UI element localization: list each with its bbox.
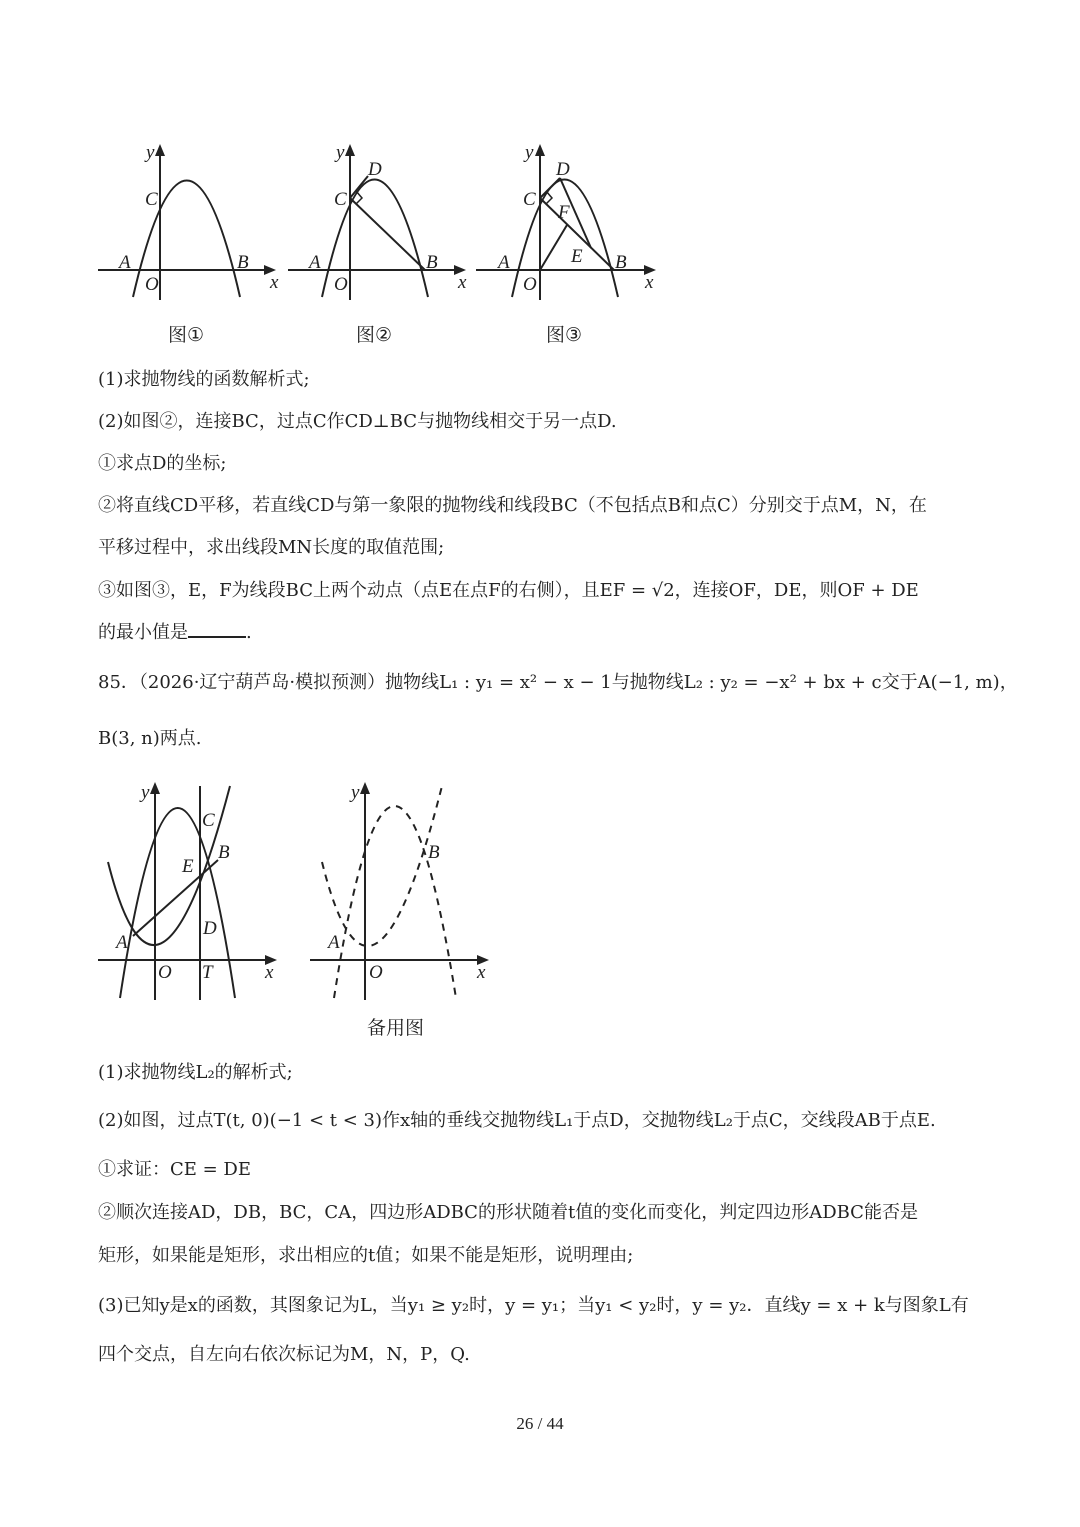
- figure-1: [95, 140, 280, 300]
- label-y: y: [525, 142, 534, 163]
- label-O: O: [145, 274, 159, 295]
- label-C: C: [202, 810, 215, 831]
- label-x: x: [270, 272, 279, 293]
- figure-85-main: [95, 778, 285, 1003]
- label-E: E: [182, 856, 194, 877]
- q84-part2b-line2: 平移过程中，求出线段MN长度的取值范围;: [98, 537, 445, 558]
- label-B: B: [237, 252, 249, 273]
- figure-2: [285, 140, 475, 300]
- q85-header-line2: B(3, n)两点.: [98, 728, 202, 749]
- q84-part2c-line2: [98, 618, 984, 648]
- label-x: x: [645, 272, 654, 293]
- figure-3-caption: 图③: [546, 324, 583, 346]
- parabola-L2-dashed: [334, 806, 456, 998]
- label-C: C: [334, 189, 347, 210]
- page-number: 26 / 44: [516, 1414, 564, 1433]
- q85-part3-line1: (3)已知y是x的函数，其图象记为L，当y₁ ≥ y₂时，y = y₁；当y₁ < y₂时，y = y₂．直线y = x + k与图象L有: [98, 1295, 969, 1316]
- label-C: C: [145, 189, 158, 210]
- q84-part2: (2)如图②，连接BC，过点C作CD⊥BC与抛物线相交于另一点D.: [98, 411, 617, 432]
- label-D: D: [556, 159, 570, 180]
- label-B: B: [428, 842, 440, 863]
- figure-1-caption: 图①: [168, 324, 205, 346]
- label-y: y: [336, 142, 345, 163]
- label-E: E: [571, 246, 583, 267]
- parabola-L2: [120, 808, 235, 998]
- segment-CB: [350, 198, 425, 270]
- label-A: A: [309, 252, 321, 273]
- label-B: B: [218, 842, 230, 863]
- q85-header-line1: 85．（2026·辽宁葫芦岛·模拟预测）抛物线L₁ : y₁ = x² − x − 1与抛物线L₂ : y₂ = −x² + bx + c交于A(−1, m)，: [98, 672, 1018, 693]
- label-A: A: [498, 252, 510, 273]
- label-O: O: [334, 274, 348, 295]
- q84-part2c-line1: ③如图③，E，F为线段BC上两个动点（点E在点F的右侧），且EF = √2，连接OF，DE，则OF + DE: [98, 580, 919, 601]
- label-O: O: [523, 274, 537, 295]
- label-x: x: [458, 272, 467, 293]
- label-B: B: [426, 252, 438, 273]
- label-y: y: [351, 782, 360, 803]
- right-angle-mark: [546, 191, 552, 204]
- label-D: D: [368, 159, 382, 180]
- label-D: D: [203, 918, 217, 939]
- q85-part3-line2: 四个交点，自左向右依次标记为M，N，P，Q.: [98, 1344, 470, 1365]
- label-A: A: [328, 932, 340, 953]
- label-x: x: [265, 962, 274, 983]
- label-y: y: [146, 142, 155, 163]
- q84-part2c-line2-end: .: [246, 622, 252, 643]
- figure-85-backup: [305, 778, 495, 1003]
- parabola-L1-dashed: [322, 786, 442, 946]
- label-C: C: [523, 189, 536, 210]
- backup-figure-caption: 备用图: [367, 1017, 425, 1039]
- q84-part1: (1)求抛物线的函数解析式;: [98, 369, 310, 390]
- right-angle-mark: [356, 191, 362, 204]
- label-O: O: [158, 962, 172, 983]
- q85-part1: (1)求抛物线L₂的解析式;: [98, 1062, 293, 1083]
- y-axis-arrow: [535, 144, 545, 156]
- figure-3: [473, 140, 663, 300]
- label-F: F: [558, 202, 570, 223]
- y-axis-arrow: [155, 144, 165, 156]
- y-axis-arrow: [360, 782, 370, 794]
- q84-part2c-line2-text: 的最小值是: [98, 622, 188, 643]
- label-y: y: [141, 782, 150, 803]
- answer-blank: [188, 620, 246, 638]
- segment-OF: [540, 225, 567, 270]
- label-O: O: [369, 962, 383, 983]
- label-A: A: [119, 252, 131, 273]
- label-A: A: [116, 932, 128, 953]
- q85-part2b-line2: 矩形，如果能是矩形，求出相应的t值；如果不能是矩形，说明理由;: [98, 1245, 634, 1266]
- y-axis-arrow: [150, 782, 160, 794]
- q85-part2a: ①求证：CE = DE: [98, 1159, 252, 1180]
- q84-part2b-line1: ②将直线CD平移，若直线CD与第一象限的抛物线和线段BC（不包括点B和点C）分别交于点M，N，在: [98, 495, 927, 516]
- label-x: x: [477, 962, 486, 983]
- label-T: T: [202, 962, 213, 983]
- q85-part2b-line1: ②顺次连接AD，DB，BC，CA，四边形ADBC的形状随着t值的变化而变化，判定四边形ADBC能否是: [98, 1202, 918, 1223]
- label-B: B: [615, 252, 627, 273]
- y-axis-arrow: [345, 144, 355, 156]
- q85-part2: (2)如图，过点T(t, 0)(−1 < t < 3)作x轴的垂线交抛物线L₁于点D，交抛物线L₂于点C，交线段AB于点E.: [98, 1110, 936, 1131]
- q84-part2a: ①求点D的坐标;: [98, 453, 227, 474]
- figure-2-caption: 图②: [356, 324, 393, 346]
